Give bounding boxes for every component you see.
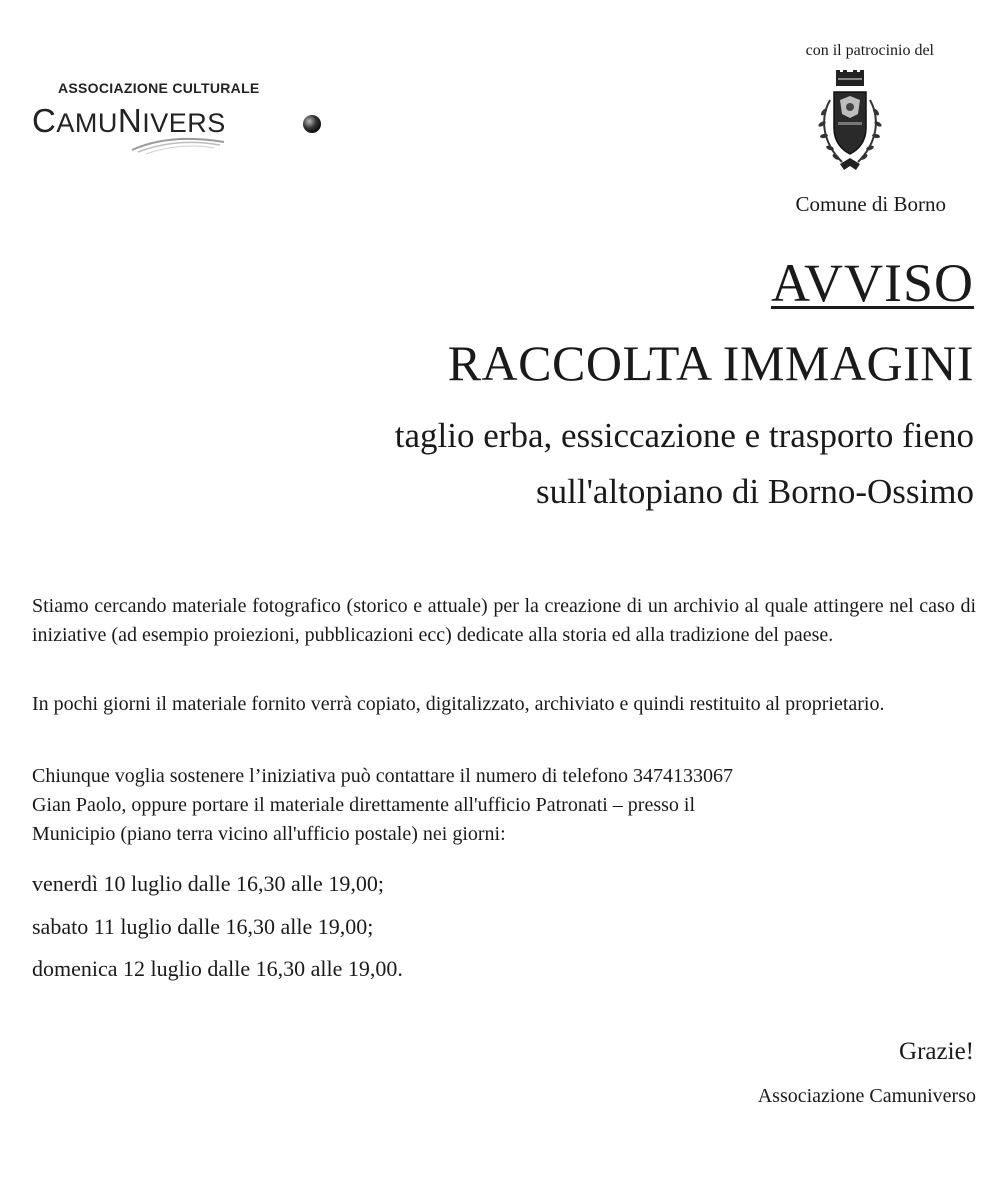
schedule-day-saturday: sabato 11 luglio dalle 16,30 alle 19,00;: [32, 914, 374, 939]
comune-name: Comune di Borno: [795, 192, 946, 216]
contact-line-3: Municipio (piano terra vicino all'ufficio postale) nei giorni:: [32, 823, 506, 845]
logo-letter-n: N: [117, 102, 143, 139]
contact-line-1: Chiunque voglia sostenere l’iniziativa può contattare il numero di telefono 3474133067: [32, 765, 733, 787]
body-paragraph-3: [32, 762, 976, 849]
sphere-icon: [302, 114, 322, 134]
collection-title: RACCOLTA IMMAGINI: [447, 335, 974, 391]
subtitle-line-2: sull'altopiano di Borno-Ossimo: [536, 472, 974, 511]
logo-letters-amu: AMU: [56, 108, 118, 138]
notice-title: AVVISO: [770, 253, 974, 313]
body-paragraph-1: Stiamo cercando materiale fotografico (storico e attuale) per la creazione di un archivio al quale attingere nel caso di iniziative (ad esempio proiezioni, pubblicazioni ecc) dedicate alla storia ed alla tradizione del paese.: [32, 595, 976, 646]
contact-line-2: Gian Paolo, oppure portare il materiale direttamente all'ufficio Patronati – presso il: [32, 794, 696, 816]
patronage-text: con il patrocinio del: [805, 42, 934, 59]
logo-letters-ivers: IVERS: [142, 108, 226, 138]
coat-of-arms-icon: [812, 70, 888, 174]
schedule-day-friday: venerdì 10 luglio dalle 16,30 alle 19,00;: [32, 871, 384, 896]
association-label: ASSOCIAZIONE CULTURALE: [58, 80, 260, 96]
body-paragraph-2: In pochi giorni il materiale fornito verrà copiato, digitalizzato, archiviato e quindi restituito al proprietario.: [32, 693, 885, 715]
logo-swoosh-icon: [128, 132, 228, 156]
subtitle-line-1: taglio erba, essiccazione e trasporto fieno: [394, 416, 974, 455]
logo-letter-c: C: [32, 102, 57, 139]
thanks-text: Grazie!: [899, 1038, 974, 1065]
signature-text: Associazione Camuniverso: [757, 1085, 976, 1107]
schedule-day-sunday: domenica 12 luglio dalle 16,30 alle 19,00.: [32, 956, 403, 981]
